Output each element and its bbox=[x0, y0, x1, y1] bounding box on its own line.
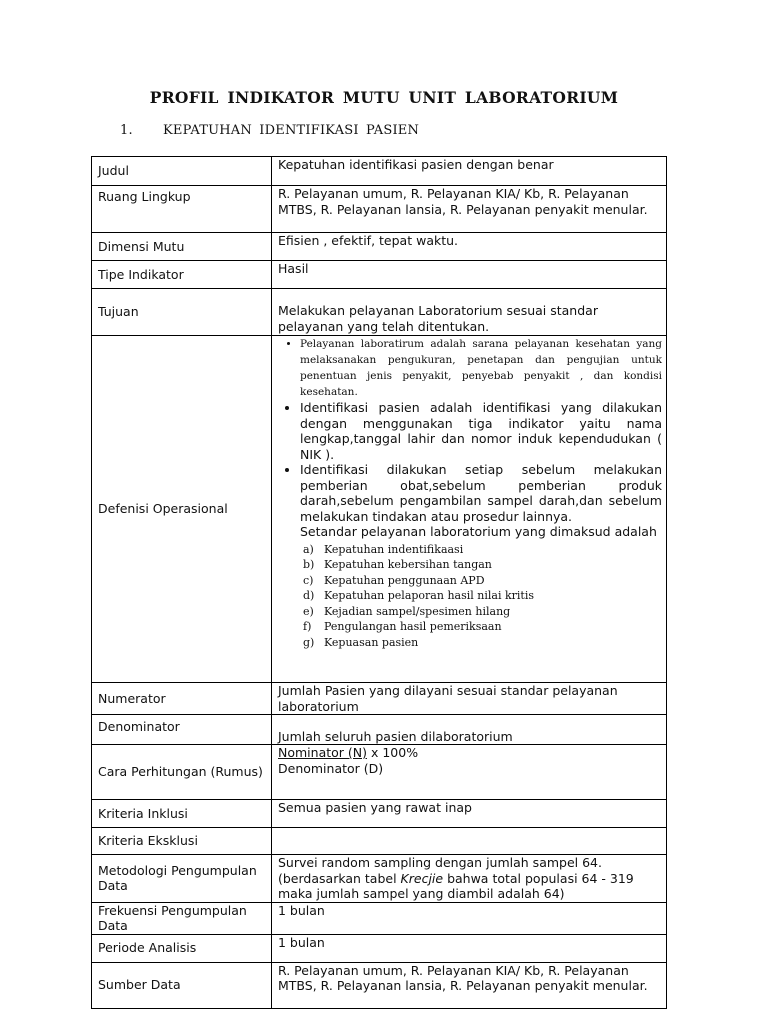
list-item: g) Kepuasan pasien bbox=[303, 636, 419, 650]
row-label: Kriteria Eksklusi bbox=[92, 828, 272, 855]
row-label: Metodologi Pengumpulan Data bbox=[92, 855, 272, 903]
row-value: Jumlah seluruh pasien dilaboratorium bbox=[272, 715, 667, 745]
row-label: Cara Perhitungan (Rumus) bbox=[92, 745, 272, 800]
table-row-tujuan bbox=[92, 289, 667, 336]
list-item: f) Pengulangan hasil pemeriksaan bbox=[303, 620, 502, 634]
row-value: Survei random sampling dengan jumlah sampel 64. (berdasarkan tabel Krecjie bahwa total populasi 64 - 319 maka jumlah sampel yang diambil adalah 64) bbox=[272, 855, 667, 903]
row-label: Tipe Indikator bbox=[92, 261, 272, 289]
row-label: Numerator bbox=[92, 683, 272, 715]
table-row-defenisi-operasional bbox=[92, 336, 667, 683]
row-label: Denominator bbox=[92, 715, 272, 745]
section-heading bbox=[120, 123, 419, 138]
table-row-judul bbox=[92, 157, 667, 186]
table-row-frekuensi bbox=[92, 902, 667, 934]
row-label: Ruang Lingkup bbox=[92, 186, 272, 233]
indicator-profile-table bbox=[91, 156, 667, 1009]
table-row-dimensi-mutu bbox=[92, 233, 667, 261]
table-row-ruang-lingkup bbox=[92, 186, 667, 233]
row-label: Sumber Data bbox=[92, 962, 272, 1008]
row-value: Hasil bbox=[272, 261, 667, 289]
list-item: b) Kepatuhan kebersihan tangan bbox=[303, 558, 492, 572]
table-row-periode-analisis bbox=[92, 934, 667, 962]
definition-bullets bbox=[278, 336, 662, 524]
formula-denominator: Denominator (D) bbox=[278, 760, 384, 776]
row-value: Semua pasien yang rawat inap bbox=[272, 800, 667, 828]
formula-numerator: Nominator (N) x 100% bbox=[278, 745, 419, 760]
row-label: Kriteria Inklusi bbox=[92, 800, 272, 828]
list-item: • Identifikasi pasien adalah identifikasi yang dilakukan dengan menggunakan tiga indikator yaitu nama lengkap,tanggal lahir dan nomor induk kependudukan ( NIK ). bbox=[300, 400, 662, 462]
list-item: a) Kepatuhan indentifikaasi bbox=[303, 542, 464, 556]
row-value: Kepatuhan identifikasi pasien dengan benar bbox=[272, 157, 667, 186]
row-value: Jumlah Pasien yang dilayani sesuai standar pelayanan laboratorium bbox=[272, 683, 667, 715]
table-row-sumber-data bbox=[92, 962, 667, 1008]
table-row-kriteria-inklusi bbox=[92, 800, 667, 828]
standard-list bbox=[278, 542, 662, 651]
row-value bbox=[272, 336, 667, 683]
row-value: R. Pelayanan umum, R. Pelayanan KIA/ Kb, R. Pelayanan MTBS, R. Pelayanan lansia, R. Pelayanan penyakit menular. bbox=[272, 962, 667, 1008]
table-row-metodologi bbox=[92, 855, 667, 903]
list-item: d) Kepatuhan pelaporan hasil nilai kritis bbox=[303, 589, 534, 603]
row-value: R. Pelayanan umum, R. Pelayanan KIA/ Kb, R. Pelayanan MTBS, R. Pelayanan lansia, R. Pelayanan penyakit menular. bbox=[272, 186, 667, 233]
row-label: Frekuensi Pengumpulan Data bbox=[92, 902, 272, 934]
section-title: KEPATUHAN IDENTIFIKASI PASIEN bbox=[163, 123, 420, 138]
table-row-numerator bbox=[92, 683, 667, 715]
row-label: Judul bbox=[92, 157, 272, 186]
table-row-tipe-indikator bbox=[92, 261, 667, 289]
row-value bbox=[272, 828, 667, 855]
table-row-cara-perhitungan bbox=[92, 745, 667, 800]
standard-intro: Setandar pelayanan laboratorium yang dimaksud adalah bbox=[300, 524, 657, 539]
list-item: • Identifikasi dilakukan setiap sebelum melakukan pemberian obat,sebelum pemberian produk darah,sebelum pengambilan sampel darah,dan sebelum melakukan tindakan atau prosedur lainnya. bbox=[300, 462, 662, 524]
row-label: Defenisi Operasional bbox=[92, 336, 272, 683]
list-item: c) Kepatuhan penggunaan APD bbox=[303, 573, 485, 587]
row-value: Melakukan pelayanan Laboratorium sesuai standar pelayanan yang telah ditentukan. bbox=[272, 289, 667, 336]
row-label: Tujuan bbox=[92, 289, 272, 336]
row-value: Efisien , efektif, tepat waktu. bbox=[272, 233, 667, 261]
row-label: Periode Analisis bbox=[92, 934, 272, 962]
list-item: e) Kejadian sampel/spesimen hilang bbox=[303, 604, 511, 618]
row-value: 1 bulan bbox=[272, 934, 667, 962]
document-title: PROFIL INDIKATOR MUTU UNIT LABORATORIUM bbox=[149, 88, 619, 107]
list-item: • Pelayanan laboratirum adalah sarana pelayanan kesehatan yang melaksanakan pengukuran, penetapan dan pengujian untuk penentuan jenis penyakit, penyebab penyakit , dan kondisi kesehatan. bbox=[300, 336, 662, 400]
row-value: 1 bulan bbox=[272, 902, 667, 934]
row-label: Dimensi Mutu bbox=[92, 233, 272, 261]
section-number: 1. bbox=[120, 123, 133, 138]
table-row-denominator bbox=[92, 715, 667, 745]
row-value bbox=[272, 745, 667, 800]
table-row-kriteria-eksklusi bbox=[92, 828, 667, 855]
